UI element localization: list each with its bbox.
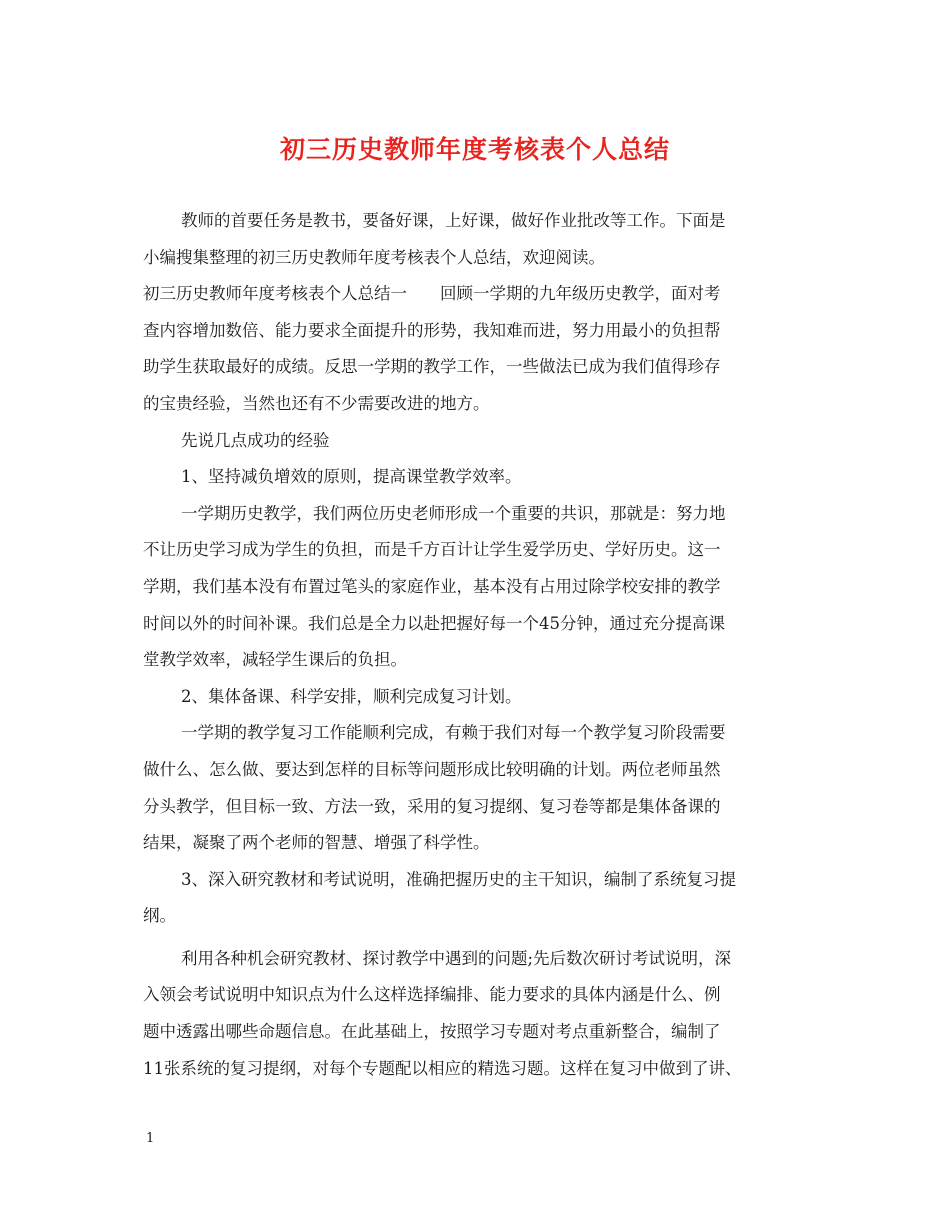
body-line: 查内容增加数倍、能力要求全面提升的形势，我知难而进，努力用最小的负担帮 [143, 320, 721, 340]
body-line: 小编搜集整理的初三历史教师年度考核表个人总结，欢迎阅读。 [143, 247, 605, 267]
body-line: 初三历史教师年度考核表个人总结一 回顾一学期的九年级历史教学，面对考 [143, 284, 721, 304]
body-line: 题中透露出哪些命题信息。在此基础上，按照学习专题对考点重新整合，编制了 [143, 1022, 721, 1042]
body-line: 分头教学，但目标一致、方法一致，采用的复习提纲、复习卷等都是集体备课的 [143, 796, 721, 816]
body-line: 学期，我们基本没有布置过笔头的家庭作业，基本没有占用过除学校安排的教学 [143, 576, 721, 596]
body-line: 结果，凝聚了两个老师的智慧、增强了科学性。 [143, 833, 490, 853]
document-title: 初三历史教师年度考核表个人总结 [279, 135, 670, 164]
body-line: 利用各种机会研究教材、探讨教学中遇到的问题;先后数次研讨考试说明，深 [181, 948, 732, 968]
body-line: 1、坚持减负增效的原则，提高课堂教学效率。 [181, 467, 522, 487]
body-line: 11张系统的复习提纲，对每个专题配以相应的精选习题。这样在复习中做到了讲、 [143, 1058, 742, 1078]
body-line: 先说几点成功的经验 [181, 430, 330, 450]
body-line: 一学期历史教学，我们两位历史老师形成一个重要的共识，那就是：努力地 [181, 503, 726, 523]
body-line: 纲。 [143, 906, 176, 926]
document-body [143, 203, 808, 1087]
body-line: 3、深入研究教材和考试说明，准确把握历史的主干知识，编制了系统复习提 [181, 869, 736, 889]
body-line: 做什么、怎么做、要达到怎样的目标等问题形成比较明确的计划。两位老师虽然 [143, 759, 721, 779]
body-line: 一学期的教学复习工作能顺利完成，有赖于我们对每一个教学复习阶段需要 [181, 723, 726, 743]
body-line: 堂教学效率，减轻学生课后的负担。 [143, 650, 407, 670]
body-line: 教师的首要任务是教书，要备好课，上好课，做好作业批改等工作。下面是 [181, 211, 726, 230]
body-line: 2、集体备课、科学安排，顺利完成复习计划。 [181, 686, 522, 706]
body-line: 助学生获取最好的成绩。反思一学期的教学工作，一些做法已成为我们值得珍存 [143, 357, 721, 377]
body-line: 时间以外的时间补课。我们总是全力以赴把握好每一个45分钟，通过充分提高课 [143, 613, 725, 633]
body-line: 不让历史学习成为学生的负担，而是千方百计让学生爱学历史、学好历史。这一 [143, 540, 721, 560]
body-line: 的宝贵经验，当然也还有不少需要改进的地方。 [143, 393, 490, 413]
page-number: 1 [146, 1131, 155, 1146]
body-line: 入领会考试说明中知识点为什么这样选择编排、能力要求的具体内涵是什么、例 [143, 985, 721, 1005]
